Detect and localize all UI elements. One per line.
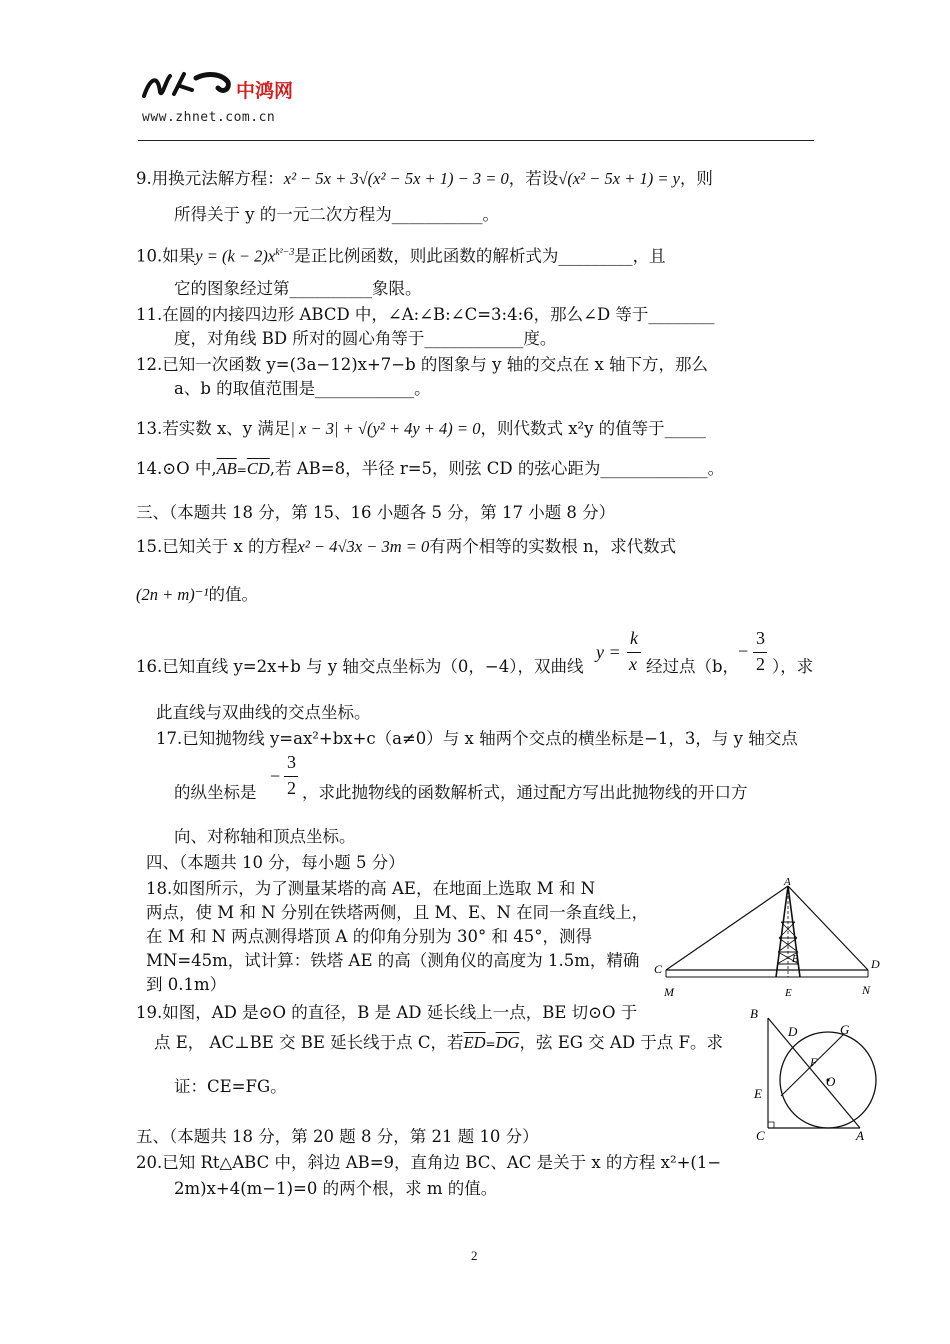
question-20-line2: 2m)x+4(m−1)=0 的两个根，求 m 的值。 — [174, 1179, 498, 1198]
question-19-line3: 证：CE=FG。 — [174, 1077, 287, 1096]
q19-arc-ed: $\overline{ED}$ — [463, 1033, 486, 1052]
q10-exponent: k²−3 — [275, 247, 295, 258]
fig19-label-g: G — [840, 1022, 850, 1037]
q17-fraction-bar — [284, 776, 298, 777]
q14-arc-cd: $\overline{CD}$ — [246, 459, 270, 478]
q17-numerator: 3 — [287, 752, 296, 772]
question-10 — [136, 242, 666, 268]
q14-text-b: ,若 AB=8，半径 r=5，则弦 CD 的弦心距为_____________。 — [269, 459, 725, 478]
q16-fraction-bar — [627, 652, 641, 653]
q9-equation: x² − 5x + 3√(x² − 5x + 1) − 3 = 0 — [283, 169, 509, 188]
fig18-label-c: C — [654, 962, 663, 976]
q14-arc-ab: $\overline{AB}$ — [216, 459, 237, 478]
section-4-heading: 四、（本题共 10 分，每小题 5 分） — [146, 853, 405, 872]
q19-text: 点 E， AC⊥BE 交 BE 延长线于点 C，若 — [154, 1033, 464, 1052]
q16-text-b: 经过点（b， — [646, 657, 740, 676]
q9-substitution: √(x² − 5x + 1) = y — [558, 169, 680, 188]
question-19-line1: 19.如图，AD 是⊙O 的直径，B 是 AD 延长线上一点，BE 切⊙O 于 — [136, 1003, 638, 1022]
q9-text-b: ，若设 — [508, 169, 559, 188]
fig19-label-f: F — [810, 1055, 818, 1069]
site-logo — [140, 68, 320, 128]
section-5-heading: 五、（本题共 18 分，第 20 题 8 分，第 21 题 10 分） — [136, 1127, 539, 1146]
question-15 — [136, 536, 676, 558]
question-15-line2 — [136, 584, 258, 606]
logo-chinese-name: 中鸿网 — [236, 80, 294, 102]
q13-equation: | x − 3| + √(y² + 4y + 4) = 0 — [290, 419, 481, 438]
question-12-line2: a、b 的取值范围是____________。 — [174, 379, 431, 398]
question-16-line2: 此直线与双曲线的交点坐标。 — [156, 703, 371, 722]
circle-figure — [748, 1004, 878, 1146]
question-20-line1: 20.已知 Rt△ABC 中，斜边 AB=9，直角边 BC、AC 是关于 x 的方程 x²+(1− — [136, 1153, 722, 1172]
q13-text: 13.若实数 x、y 满足 — [136, 419, 291, 438]
question-18-line5: 到 0.1m） — [146, 975, 227, 994]
q10-text: 10.如果 — [136, 246, 196, 266]
q17-denominator: 2 — [287, 778, 296, 798]
q16-hyperbola-x: x — [629, 654, 637, 674]
fig19-label-e: E — [754, 1086, 762, 1101]
question-18-line2: 两点，使 M 和 N 分别在铁塔两侧，且 M、E、N 在同一条直线上， — [146, 903, 649, 922]
question-10-line2: 它的图象经过第__________象限。 — [174, 279, 422, 298]
question-12-line1: 12.已知一次函数 y=(3a−12)x+7−b 的图象与 y 轴的交点在 x 轴下方，那么 — [136, 355, 709, 374]
fig18-label-n: N — [862, 983, 871, 997]
q15-text-b: 有两个相等的实数根 n，求代数式 — [429, 537, 677, 556]
q15-expression: (2n + m)⁻¹ — [136, 585, 209, 604]
q9-text: 9.用换元法解方程： — [136, 169, 284, 188]
fig18-label-d: D — [871, 957, 880, 971]
q15-text-c: 的值。 — [208, 585, 258, 604]
fig18-label-e: E — [785, 987, 792, 999]
question-18-line4: MN=45m，试计算：铁塔 AE 的高（测角仪的高度为 1.5m，精确 — [146, 951, 640, 970]
q13-text-b: ，则代数式 x²y 的值等于_____ — [480, 419, 706, 438]
q15-equation: x² − 4√3x − 3m = 0 — [297, 537, 430, 556]
q19-text-b: ，弦 EG 交 AD 于点 F。求 — [519, 1033, 723, 1052]
question-17-line3: 向、对称轴和顶点坐标。 — [174, 827, 356, 846]
question-9 — [136, 168, 713, 190]
q14-equal-sign: = — [236, 463, 247, 477]
question-11-line2: 度，对角线 BD 所对的圆心角等于____________度。 — [174, 329, 557, 348]
question-19-line2 — [154, 1032, 723, 1055]
q16-point-fraction-bar — [753, 652, 767, 653]
question-9-line2: 所得关于 y 的一元二次方程为___________。 — [174, 205, 500, 224]
q10-text-b: 是正比例函数，则此函数的解析式为_________，且 — [294, 246, 666, 266]
question-18-line1: 18.如图所示，为了测量某塔的高 AE，在地面上选取 M 和 N — [146, 879, 596, 898]
question-11-line1: 11.在圆的内接四边形 ABCD 中，∠A:∠B:∠C=3:4:6，那么∠D 等于________ — [136, 305, 715, 324]
q16-text-c: ），求 — [772, 657, 814, 676]
logo-url: www.zhnet.com.cn — [142, 110, 276, 125]
tower-figure — [650, 876, 886, 1004]
q16-hyperbola-k: k — [630, 628, 638, 648]
q16-hyperbola-y: y = — [596, 642, 621, 662]
q15-text: 15.已知关于 x 的方程 — [136, 537, 298, 556]
q17-text-b: ，求此抛物线的函数解析式，通过配方写出此抛物线的开口方 — [302, 783, 748, 802]
question-14 — [136, 458, 724, 481]
header-rule — [138, 140, 814, 141]
q19-equal-sign: = — [485, 1037, 496, 1051]
question-13 — [136, 418, 706, 440]
question-16 — [136, 656, 583, 678]
page-number: 2 — [471, 1248, 478, 1263]
fig18-label-b: B — [792, 954, 799, 965]
logo-brush-icon — [140, 68, 240, 102]
fig19-label-o: O — [826, 1074, 836, 1089]
fig19-label-b: B — [750, 1006, 758, 1021]
q16-text: 16.已知直线 y=2x+b 与 y 轴交点坐标为（0，−4），双曲线 — [136, 657, 584, 676]
question-18-line3: 在 M 和 N 两点测得塔顶 A 的仰角分别为 30° 和 45°，测得 — [146, 927, 592, 946]
q17-minus: − — [270, 766, 281, 786]
q19-arc-dg: $\overline{DG}$ — [495, 1033, 520, 1052]
fig18-label-a: A — [784, 876, 791, 888]
q16-denominator: 2 — [756, 654, 765, 674]
section-3-heading: 三、（本题共 18 分，第 15、16 小题各 5 分，第 17 小题 8 分） — [136, 503, 616, 522]
question-17-line1: 17.已知抛物线 y=ax²+bx+c（a≠0）与 x 轴两个交点的横坐标是−1，3，与 y 轴交点 — [156, 729, 798, 748]
fig18-label-m: M — [664, 985, 674, 999]
q10-equation: y = (k − 2)x — [195, 246, 276, 266]
q16-minus: − — [738, 641, 749, 661]
q17-text: 的纵坐标是 — [174, 783, 257, 802]
q14-text: 14.⊙O 中, — [136, 459, 217, 478]
fig19-label-a: A — [856, 1128, 864, 1143]
q9-text-c: ，则 — [679, 169, 713, 188]
fig19-label-d: D — [788, 1024, 798, 1039]
q16-numerator: 3 — [756, 628, 765, 648]
fig19-label-c: C — [756, 1128, 765, 1143]
